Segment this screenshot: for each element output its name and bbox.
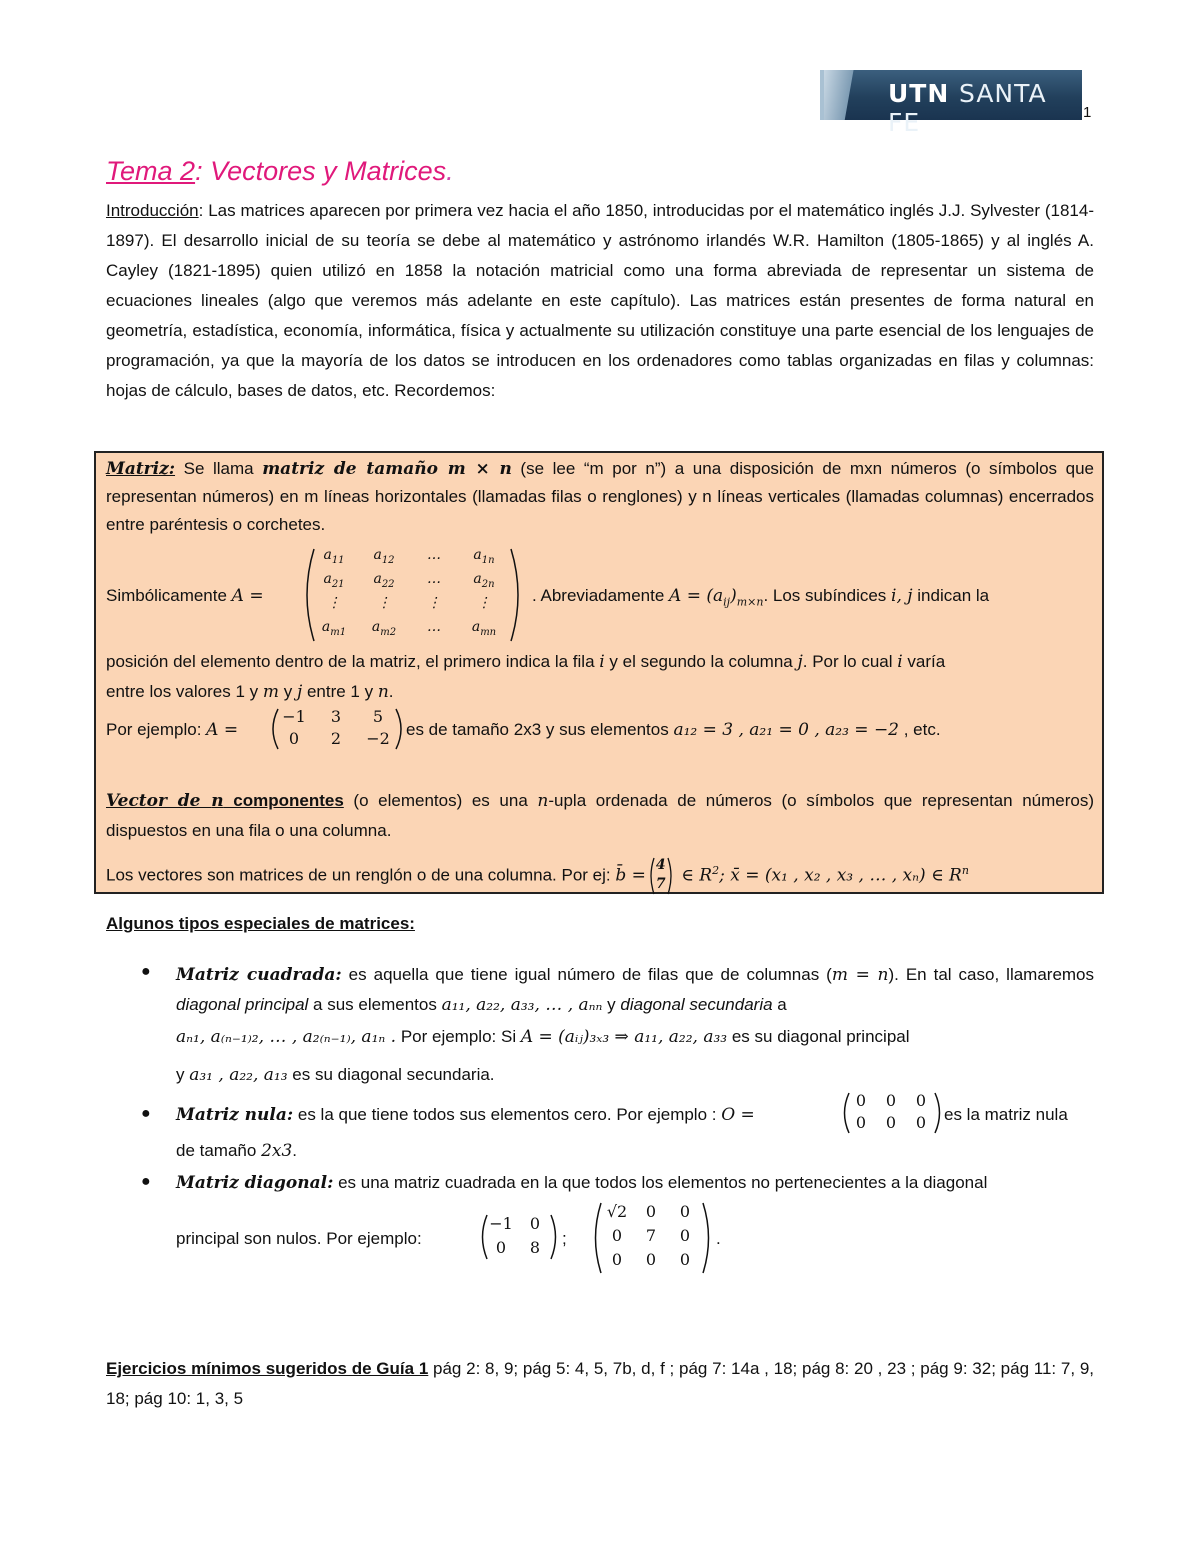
- abrev-close: ): [730, 586, 737, 606]
- diag-matrix-1: [478, 1212, 560, 1262]
- b1-dp: diagonal principal: [176, 995, 309, 1014]
- matrix_general-cell: ⋮: [327, 595, 341, 611]
- ej-A: A =: [206, 720, 239, 740]
- matrix_example-cell: 5: [372, 707, 384, 726]
- vec-x: ; x̄ = (x₁ , x₂ , x₃ , … , xₙ) ∈ R: [719, 865, 962, 886]
- vec-label-b: componentes: [223, 791, 344, 810]
- vec-b-bot: 7: [655, 876, 666, 892]
- matrix_zero-cell: 0: [855, 1091, 867, 1110]
- matrix_general-cell: $a_{2n}$: [473, 571, 495, 590]
- matrix_general-cell: $a_{mn}$: [471, 619, 497, 638]
- matriz-mn: m × n: [447, 459, 512, 479]
- matrix_general-cell: ⋮: [477, 595, 491, 611]
- matriz-text-2: (se lee “m por n”) a una disposición de mxn números (o símbolos que representan números) en m líneas horizontales (llamadas filas o renglones) y n líneas verticales (llamadas columnas) encerrados entre paréntesis o corchetes.: [106, 459, 1094, 534]
- matrix_general-cell: …: [427, 571, 441, 587]
- pos-c: . Por lo cual: [802, 652, 898, 671]
- pos2-j: j: [296, 682, 303, 702]
- matrix_diag2-cell: 0: [645, 1202, 657, 1221]
- matrix_general-cell: $a_{m2}$: [371, 619, 397, 638]
- vec-n2: n: [537, 791, 549, 811]
- bullet-1-line-4: [176, 1060, 495, 1090]
- section-title: Algunos tipos especiales de matrices:: [106, 914, 415, 933]
- matrix_zero-cell: 0: [885, 1091, 897, 1110]
- vec-label-a: Vector de: [106, 791, 212, 811]
- vec-line3: Los vectores son matrices de un renglón o de una columna. Por ej:: [106, 865, 616, 885]
- abreviada-line: [532, 582, 1094, 616]
- exercises: [106, 1354, 1094, 1414]
- b1-eq: m = n: [831, 965, 889, 985]
- subind-text: . Los subíndices: [763, 586, 892, 605]
- abrev-text: . Abreviadamente: [532, 586, 670, 605]
- exercises-label: Ejercicios mínimos sugeridos de Guía 1: [106, 1359, 429, 1378]
- matrix_general-cell: $a_{12}$: [373, 547, 395, 566]
- bullet-3-semi: ;: [562, 1229, 567, 1248]
- subind-ij: i, j: [891, 586, 913, 606]
- matrix_zero-cell: 0: [885, 1113, 897, 1132]
- b1-ds: diagonal secundaria: [620, 995, 773, 1014]
- example-label: [106, 716, 238, 744]
- logo-text-utn: UTN: [888, 79, 950, 108]
- b1-t5: a: [772, 995, 787, 1014]
- vector-definition: [106, 786, 1094, 846]
- logo-text-santafe: SANTA FE: [888, 79, 1047, 137]
- title-tema: Tema 2: [106, 156, 196, 186]
- intro-text: : Las matrices aparecen por primera vez hacia el año 1850, introducidas por el matemático inglés J.J. Sylvester (1814-1897). El desarrollo inicial de su teoría se debe al matemático y astrónomo irlandés W.R. Hamilton (1805-1865) y al inglés A. Cayley (1821-1895) quien utilizó en 1858 la notación matricial como una forma abreviada de representar un sistema de ecuaciones lineales (algo que veremos más adelante en este capítulo). Las matrices están presentes de forma natural en geometría, estadística, economía, informática, física y actualmente su utilización constituye una parte esencial de los lenguajes de programación, ya que la mayoría de los datos se introducen en los ordenadores como tablas organizadas en filas y columnas: hojas de cálculo, bases de datos, etc. Recordemos:: [106, 201, 1094, 400]
- bullet-3-t2: principal son nulos. Por ejemplo:: [176, 1229, 422, 1248]
- b1-t8: es su diagonal principal: [727, 1027, 910, 1046]
- simb-label: Simbólicamente: [106, 586, 232, 605]
- general-matrix: [300, 545, 525, 645]
- page-number: 1: [1083, 104, 1092, 121]
- matriz-bold: matriz de tamaño: [262, 459, 448, 479]
- b3-label: Matriz diagonal:: [176, 1173, 334, 1193]
- intro-paragraph: [106, 196, 1094, 406]
- b2-size: 2x3: [261, 1141, 293, 1161]
- b1-t9: es su diagonal secundaria.: [287, 1065, 495, 1084]
- b1-t7: ⇒ a₁₁, a₂₂, a₃₃: [609, 1027, 728, 1047]
- bullet-2-line-1: [176, 1100, 755, 1130]
- bullet-3-dot-end: .: [716, 1229, 721, 1248]
- matrix_diag2-cell: 0: [645, 1250, 657, 1269]
- bullet-1-dot: ●: [141, 963, 151, 980]
- b1-t1: es aquella que tiene igual número de filas que de columnas (: [341, 965, 832, 984]
- pos-d: varía: [902, 652, 946, 671]
- pos-i2: i: [897, 652, 903, 672]
- matrix_zero-cell: 0: [915, 1113, 927, 1132]
- matrix_diag2-cell: 0: [611, 1226, 623, 1245]
- abrev-sub: m×n: [736, 595, 764, 609]
- matrix_general-cell: …: [427, 547, 441, 563]
- matrix_diag1-cell: −1: [489, 1214, 513, 1233]
- b1-label: Matriz cuadrada:: [176, 965, 342, 985]
- b1-t6: Por ejemplo: Si: [396, 1027, 521, 1046]
- vec-n: n: [211, 791, 224, 811]
- zero-matrix: [840, 1090, 944, 1136]
- vector-example-line: [106, 856, 1096, 896]
- b2-t1: es la que tiene todos sus elementos cero. Por ejemplo :: [293, 1105, 722, 1124]
- ej-text: es de tamaño 2x3 y sus elementos: [406, 720, 674, 739]
- matrix_diag2-cell: 0: [679, 1202, 691, 1221]
- ej-etc: , etc.: [899, 720, 941, 739]
- example-text: [406, 716, 941, 744]
- matrix_diag1-cell: 8: [529, 1238, 541, 1257]
- matrix_diag2-cell: 0: [679, 1250, 691, 1269]
- pos2-m: m: [262, 682, 279, 702]
- vec-b-column: [648, 856, 674, 896]
- pos2-c: entre 1 y: [302, 682, 378, 701]
- b1-A: A = (aᵢⱼ)₃ₓ₃: [520, 1027, 610, 1047]
- title-rest: : Vectores y Matrices: [195, 156, 447, 186]
- b3-t1: es una matriz cuadrada en la que todos los elementos no pertenecientes a la diagonal: [333, 1173, 988, 1192]
- pos2-b: y: [278, 682, 297, 701]
- utn-logo: [820, 70, 1082, 137]
- vec-in: ∈ R: [675, 865, 713, 886]
- pos-i: i: [599, 652, 605, 672]
- b1-sec: aₙ₁, a₍ₙ₋₁₎₂, … , a₂₍ₙ₋₁₎, a₁ₙ .: [176, 1027, 397, 1047]
- b1-sec2: a₃₁ , a₂₂, a₁₃: [189, 1065, 288, 1085]
- matrix_diag2-cell: 0: [679, 1226, 691, 1245]
- matrix_diag2-cell: √2: [606, 1202, 628, 1221]
- pos2-d: .: [388, 682, 394, 701]
- b1-elems: a₁₁, a₂₂, a₃₃, … , aₙₙ: [441, 995, 603, 1015]
- posicion-line-1: [106, 648, 1094, 676]
- vec-t1: (o elementos) es una: [343, 791, 538, 810]
- matrix_diag1-cell: 0: [529, 1214, 541, 1233]
- matrix_general-cell: …: [427, 619, 441, 635]
- bullet-2-line-2: [176, 1136, 297, 1166]
- matrix_general-cell: $a_{11}$: [323, 547, 345, 566]
- vec-b: b̄ =: [615, 865, 646, 886]
- logo-stripe: [824, 70, 864, 120]
- b2-label: Matriz nula:: [176, 1105, 294, 1125]
- pos2-n: n: [377, 682, 389, 702]
- bullet-1-line-3: [176, 1022, 1094, 1052]
- title-dot: .: [446, 156, 454, 186]
- abrev-A: A = (a: [669, 586, 724, 606]
- matrix_zero-cell: 0: [915, 1091, 927, 1110]
- b2-O: O =: [721, 1105, 755, 1125]
- example-matrix: [268, 706, 406, 752]
- bullet-2-t2: es la matriz nula: [944, 1105, 1068, 1124]
- intro-label: Introducción: [106, 201, 199, 220]
- pos-a: posición del elemento dentro de la matriz, el primero indica la fila: [106, 652, 600, 671]
- ej-elems: a₁₂ = 3 , a₂₁ = 0 , a₂₃ = −2: [673, 720, 900, 740]
- pos-j: j: [797, 652, 803, 672]
- b1-y: y: [176, 1065, 190, 1084]
- pos-b: y el segundo la columna: [604, 652, 798, 671]
- exercises-text: pág 2: 8, 9; pág 5: 4, 5, 7b, d, f ; pág 7: 14a , 18; pág 8: 20 , 23 ; pág 9: 32; pág 11: 7, 9, 18; pág 10: 1, 3, 5: [106, 1359, 1094, 1408]
- bullet-3-dot: ●: [141, 1173, 151, 1190]
- logo-text: [888, 79, 1082, 137]
- matrix_example-cell: −2: [366, 729, 390, 748]
- abrev-ij: ij: [723, 595, 731, 609]
- vec-sq: 2: [712, 863, 720, 877]
- vec-rn: n: [961, 863, 969, 877]
- matriz-definition: [106, 455, 1094, 539]
- matrix_example-cell: 0: [288, 729, 300, 748]
- matrix_general-cell: ⋮: [427, 595, 441, 611]
- bullet-1-text: [176, 960, 1094, 1020]
- bullet-2-dot: ●: [141, 1105, 151, 1122]
- matrix_general-cell: $a_{21}$: [323, 571, 345, 590]
- b1-t4: y: [602, 995, 621, 1014]
- matrix_general-cell: $a_{22}$: [373, 571, 395, 590]
- b2-dot: .: [292, 1141, 298, 1160]
- matrix_general-cell: $a_{1n}$: [473, 547, 495, 566]
- matrix_zero-cell: 0: [855, 1113, 867, 1132]
- page-title: [106, 156, 454, 187]
- posicion-line-2: [106, 678, 1094, 706]
- matrix_diag2-cell: 7: [645, 1226, 657, 1245]
- b1-t2: ). En tal caso, llamaremos: [888, 965, 1095, 984]
- pos2-a: entre los valores 1 y: [106, 682, 263, 701]
- matrix_example-cell: 3: [330, 707, 342, 726]
- vec-t2: -upla ordenada de números (o símbolos que representan números) dispuestos en una fila o una columna.: [106, 791, 1095, 840]
- subind-text-2: indican la: [912, 586, 990, 605]
- b2-t3: de tamaño: [176, 1141, 262, 1160]
- vec-b-top: 4: [655, 857, 666, 873]
- b1-t3: a sus elementos: [308, 995, 442, 1014]
- matrix_general-cell: ⋮: [377, 595, 391, 611]
- matrix_example-cell: 2: [330, 729, 342, 748]
- diag-matrix-2: [590, 1200, 714, 1276]
- matriz-label: Matriz:: [106, 459, 176, 479]
- bullet-3-line-1: [176, 1168, 1094, 1198]
- matrix_general-cell: $a_{m1}$: [321, 619, 347, 638]
- symbolic-label-line: [106, 582, 264, 610]
- ej-label: Por ejemplo:: [106, 720, 207, 739]
- matrix_example-cell: −1: [282, 707, 306, 726]
- matrix_diag1-cell: 0: [495, 1238, 507, 1257]
- matrix_diag2-cell: 0: [611, 1250, 623, 1269]
- simb-A: A =: [231, 586, 264, 606]
- matriz-text-1: Se llama: [175, 459, 263, 478]
